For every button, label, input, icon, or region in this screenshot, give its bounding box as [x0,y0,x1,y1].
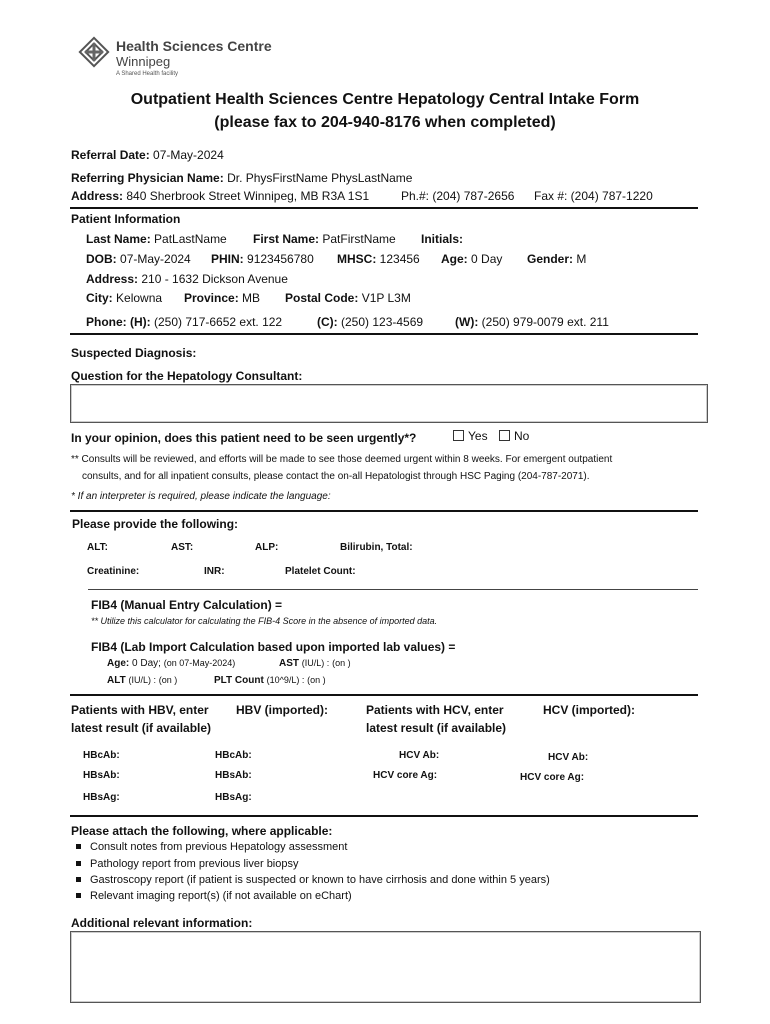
additional-info-field[interactable] [70,931,701,1003]
phone-cell-value: (250) 123-4569 [341,315,424,329]
fib4-manual-label: FIB4 (Manual Entry Calculation) = [91,598,283,612]
divider [88,589,698,590]
divider [70,333,698,335]
phone-cell-label: (C): [317,315,338,329]
fib4-ast [279,658,351,669]
first-name-value: PatFirstName [322,232,396,246]
interpreter-note: * If an interpreter is required, please indicate the language: [71,491,331,502]
divider [70,510,698,512]
patient-address-value: 210 - 1632 Dickson Avenue [141,272,288,286]
patient-mhsc [337,252,420,266]
referral-date-value: 07-May-2024 [153,148,224,162]
lab-alp-label: ALP: [255,542,279,553]
lab-alt-label: ALT: [87,542,108,553]
last-name-value: PatLastName [154,232,227,246]
form-title-line1: Outpatient Health Sciences Centre Hepatology Central Intake Form [130,91,640,108]
city-value: Kelowna [116,291,163,305]
form-title-line2: (please fax to 204-940-8176 when completed) [214,114,556,131]
lab-platelet-label: Platelet Count: [285,566,356,577]
hbv-imported-hbsag-label: HBsAg: [215,792,252,803]
physician-address-label: Address: [71,189,124,203]
hcv-ab-label: HCV Ab: [399,750,440,761]
patient-initials-label: Initials: [421,232,464,246]
hcv-header-line1: Patients with HCV, enter [366,703,504,717]
fib4-alt [107,675,177,686]
yes-checkbox[interactable] [453,430,464,441]
hbv-hbsag-label: HBsAg: [83,792,120,803]
divider [70,207,698,209]
bullet-icon [76,893,81,898]
attach-item [76,874,550,886]
logo-tagline: A Shared Health facility [116,71,179,77]
dob-value: 07-May-2024 [120,252,191,266]
patient-info-heading: Patient Information [71,212,181,226]
phin-label: PHIN: [211,252,244,266]
attach-item [76,858,298,870]
hbv-header-line2: latest result (if available) [71,721,212,735]
urgency-no-option[interactable] [499,429,529,443]
age-value: 0 Day [471,252,503,266]
patient-phin [211,252,314,266]
lab-bilirubin-label: Bilirubin, Total: [340,542,413,553]
urgency-note-line1: ** Consults will be reviewed, and efforts will be made to see those deemed urgent within 8 weeks. For emergent outpatient [71,454,613,465]
patient-last-name [86,232,227,246]
patient-gender [527,252,586,266]
consultant-question-field[interactable] [70,384,708,423]
physician-label: Referring Physician Name: [71,171,224,185]
fib4-age-label: Age: [107,658,130,669]
physician-address [71,189,369,203]
hcv-core-label: HCV core Ag: [373,770,438,781]
mhsc-value: 123456 [379,252,420,266]
phone-home-value: (250) 717-6652 ext. 122 [154,315,283,329]
physician-value: Dr. PhysFirstName PhysLastName [227,171,413,185]
age-label: Age: [441,252,468,266]
city-label: City: [86,291,113,305]
patient-age [441,252,502,266]
fib4-age-value: 0 Day; [132,658,161,669]
attach-item [76,890,352,902]
fib4-plt-date: (on ) [307,675,326,685]
logo-line1: Health Sciences Centre [116,38,272,54]
patient-first-name [253,232,396,246]
divider [70,694,698,696]
referral-date [71,148,224,162]
postal-label: Postal Code: [285,291,359,305]
fib4-age [107,658,235,669]
patient-address-label: Address: [86,272,139,286]
patient-postal-code [285,291,411,305]
province-value: MB [242,291,261,305]
patient-phone-work [455,315,609,329]
fib4-ast-date: (on ) [332,658,351,668]
divider [70,815,698,817]
fib4-age-date: (on 07-May-2024) [163,658,236,668]
no-label: No [514,429,530,443]
bullet-icon [76,861,81,866]
attach-item [76,841,347,853]
hbv-imported-header: HBV (imported): [236,703,328,717]
fib4-ast-units: (IU/L) : [301,658,330,668]
hcv-header-line2: latest result (if available) [366,721,507,735]
phone-work-value: (250) 979-0079 ext. 211 [481,315,609,329]
attach-item-label: Gastroscopy report (if patient is suspected or known to have cirrhosis and done within 5 years) [90,874,550,886]
fib4-plt-units: (10^9/L) : [266,675,305,685]
physician-fax: Fax #: (204) 787-1220 [534,189,653,203]
patient-address [86,272,288,286]
fib4-plt [214,675,326,686]
lab-ast-label: AST: [171,542,194,553]
last-name-label: Last Name: [86,232,151,246]
hbv-header-line1: Patients with HBV, enter [71,703,209,717]
fib4-alt-date: (on ) [158,675,178,685]
gender-value: M [576,252,587,266]
province-label: Province: [184,291,239,305]
dob-label: DOB: [86,252,117,266]
consultant-question-label: Question for the Hepatology Consultant: [71,369,303,383]
patient-phone-home [86,315,282,329]
referring-physician [71,171,412,185]
mhsc-label: MHSC: [337,252,377,266]
hbv-imported-hbcab-label: HBcAb: [215,750,252,761]
urgency-note-line2: consults, and for all inpatient consults, please contact the on-all Hepatologist through HSC Paging (204-787-2071). [82,471,590,482]
attach-item-label: Pathology report from previous liver biopsy [90,858,299,870]
suspected-diagnosis-label: Suspected Diagnosis: [71,346,197,360]
lab-creatinine-label: Creatinine: [87,566,140,577]
bullet-icon [76,844,81,849]
hcv-imported-header: HCV (imported): [543,703,635,717]
hsc-logo-icon [74,32,114,72]
additional-info-heading: Additional relevant information: [71,916,253,930]
patient-dob [86,252,191,266]
physician-address-value: 840 Sherbrook Street Winnipeg, MB R3A 1S1 [126,189,370,203]
patient-province [184,291,260,305]
hbv-imported-hbsab-label: HBsAb: [215,770,252,781]
labs-heading: Please provide the following: [72,517,239,531]
physician-phone: Ph.#: (204) 787-2656 [401,189,515,203]
attach-item-label: Consult notes from previous Hepatology assessment [90,841,348,853]
fib4-alt-label: ALT [107,675,126,686]
phone-work-label: (W): [455,315,479,329]
bullet-icon [76,877,81,882]
attach-heading: Please attach the following, where applicable: [71,824,333,838]
urgency-yes-option[interactable] [453,429,488,443]
lab-inr-label: INR: [204,566,225,577]
hbv-hbsab-label: HBsAb: [83,770,120,781]
fib4-manual-note: ** Utilize this calculator for calculating the FIB-4 Score in the absence of imported data. [91,616,438,626]
phone-home-label: Phone: (H): [86,315,151,329]
referral-date-label: Referral Date: [71,148,150,162]
patient-city [86,291,162,305]
fib4-plt-label: PLT Count [214,675,264,686]
attach-item-label: Relevant imaging report(s) (if not available on eChart) [90,890,352,902]
hbv-hbcab-label: HBcAb: [83,750,120,761]
first-name-label: First Name: [253,232,320,246]
hcv-imported-core-label: HCV core Ag: [520,772,585,783]
hcv-imported-ab-label: HCV Ab: [548,752,589,763]
yes-label: Yes [468,429,488,443]
logo-line2: Winnipeg [116,54,171,69]
fib4-alt-units: (IU/L) : [128,675,156,685]
phin-value: 9123456780 [247,252,314,266]
fib4-import-label: FIB4 (Lab Import Calculation based upon imported lab values) = [91,640,456,654]
patient-phone-cell [317,315,423,329]
postal-value: V1P L3M [361,291,411,305]
gender-label: Gender: [527,252,574,266]
urgency-question: In your opinion, does this patient need to be seen urgently*? [71,431,417,445]
no-checkbox[interactable] [499,430,510,441]
fib4-ast-label: AST [279,658,299,669]
